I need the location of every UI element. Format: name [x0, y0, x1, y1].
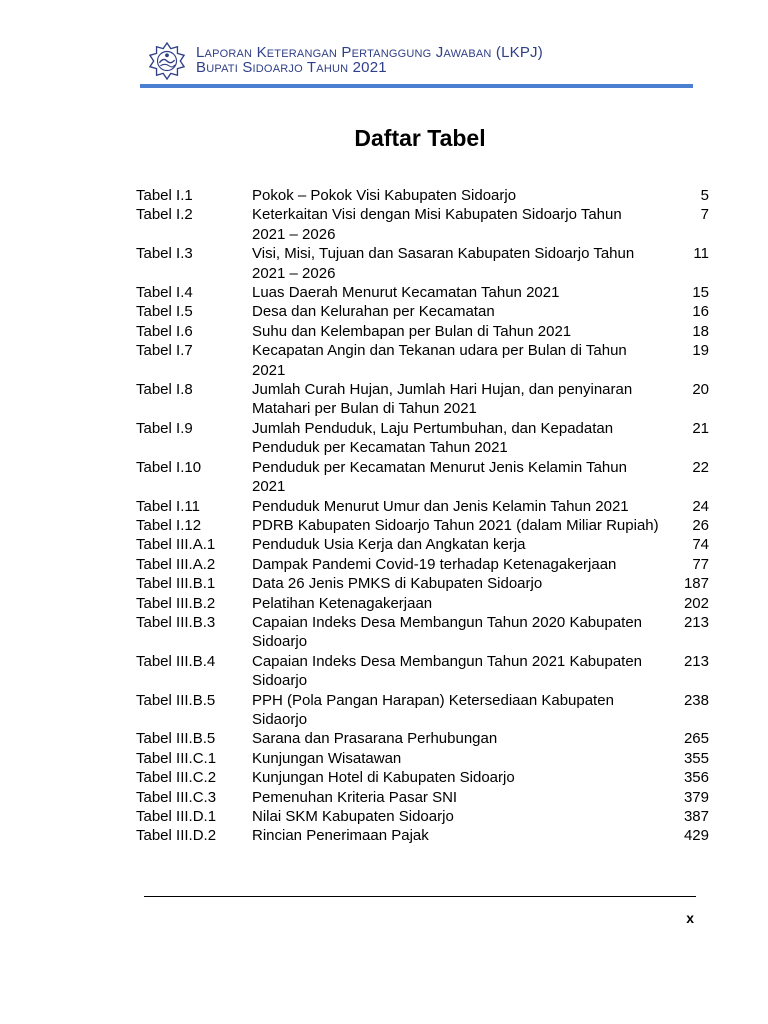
page-ref: 7 [700, 206, 709, 224]
table-code: Tabel I.6 [136, 322, 193, 340]
toc-row [136, 807, 709, 826]
table-title: Penduduk per Kecamatan Menurut Jenis Kelamin Tahun 2021 [252, 458, 627, 496]
table-code: Tabel III.C.3 [136, 788, 217, 806]
table-title: Rincian Penerimaan Pajak [252, 827, 429, 845]
footer-divider [144, 896, 696, 897]
table-code: Tabel I.3 [136, 245, 193, 263]
page-ref: 387 [683, 808, 709, 825]
toc-row [136, 283, 709, 302]
page-ref: 379 [683, 788, 709, 806]
table-code: Tabel III.C.2 [136, 769, 217, 787]
table-title: Data 26 Jenis PMKS di Kabupaten Sidoarjo [252, 575, 543, 593]
page-ref: 24 [692, 497, 709, 515]
table-title: Capaian Indeks Desa Membangun Tahun 2021 Kabupaten Sidoarjo [252, 652, 643, 690]
toc-row [136, 652, 709, 691]
page-ref: 20 [692, 381, 709, 399]
page-ref: 26 [692, 516, 709, 534]
page-number: x [686, 910, 694, 926]
page-ref: 265 [683, 730, 709, 748]
table-code: Tabel III.D.1 [136, 808, 217, 825]
toc-row [136, 749, 709, 768]
table-code: Tabel III.B.3 [136, 613, 216, 631]
header-text [196, 45, 543, 75]
table-title: Luas Daerah Menurut Kecamatan Tahun 2021 [252, 284, 560, 302]
table-title: Jumlah Curah Hujan, Jumlah Hari Hujan, dan penyinaran Matahari per Bulan di Tahun 2021 [252, 381, 633, 418]
toc-row [136, 244, 709, 283]
table-title: PDRB Kabupaten Sidoarjo Tahun 2021 (dalam Miliar Rupiah) [252, 516, 659, 534]
document-header [148, 40, 696, 88]
table-title: Desa dan Kelurahan per Kecamatan [252, 303, 495, 321]
page-ref: 429 [683, 827, 709, 845]
toc-row [136, 380, 709, 419]
page-ref: 213 [683, 613, 709, 631]
table-title: Pelatihan Ketenagakerjaan [252, 594, 433, 612]
table-code: Tabel I.5 [136, 303, 193, 321]
toc-row [136, 826, 709, 845]
page-ref: 202 [683, 594, 709, 612]
table-code: Tabel III.D.2 [136, 827, 217, 845]
table-title: Visi, Misi, Tujuan dan Sasaran Kabupaten Sidoarjo Tahun 2021 – 2026 [252, 245, 635, 282]
table-code: Tabel I.9 [136, 419, 193, 437]
table-code: Tabel III.B.4 [136, 652, 216, 670]
table-code: Tabel III.C.1 [136, 749, 217, 767]
table-code: Tabel III.B.1 [136, 575, 216, 593]
table-of-tables [136, 186, 709, 846]
table-code: Tabel I.8 [136, 381, 193, 399]
table-title: Capaian Indeks Desa Membangun Tahun 2020 Kabupaten Sidoarjo [252, 613, 643, 651]
table-title: Suhu dan Kelembapan per Bulan di Tahun 2021 [252, 322, 572, 340]
table-title: Keterkaitan Visi dengan Misi Kabupaten Sidoarjo Tahun 2021 – 2026 [252, 206, 622, 243]
table-code: Tabel I.12 [136, 516, 202, 534]
toc-row [136, 419, 709, 458]
toc-row [136, 516, 709, 535]
page-ref: 356 [683, 769, 709, 787]
table-code: Tabel I.4 [136, 284, 193, 302]
table-code: Tabel III.A.1 [136, 536, 216, 554]
toc-row [136, 458, 709, 497]
table-code: Tabel III.B.5 [136, 730, 216, 748]
page-ref: 77 [692, 555, 709, 573]
page-ref: 21 [692, 419, 709, 437]
toc-row [136, 613, 709, 652]
toc-row [136, 691, 709, 730]
page-ref: 15 [692, 284, 709, 302]
toc-row [136, 497, 709, 516]
toc-row [136, 205, 709, 244]
toc-row [136, 186, 709, 205]
table-title: Kunjungan Wisatawan [252, 749, 402, 767]
table-code: Tabel III.B.2 [136, 594, 216, 612]
page-ref: 74 [692, 536, 709, 554]
table-title: Penduduk Menurut Umur dan Jenis Kelamin Tahun 2021 [252, 497, 629, 515]
header-line-2: Bupati Sidoarjo Tahun 2021 [196, 59, 387, 76]
header-line-1: Laporan Keterangan Pertanggung Jawaban (LKPJ) [196, 44, 543, 61]
page-ref: 238 [683, 691, 709, 709]
toc-row [136, 594, 709, 613]
toc-row [136, 535, 709, 554]
page-ref: 5 [700, 187, 709, 204]
toc-row [136, 322, 709, 341]
page-ref: 16 [692, 303, 709, 321]
table-code: Tabel I.1 [136, 187, 193, 204]
table-code: Tabel III.B.5 [136, 691, 216, 709]
table-title: Penduduk Usia Kerja dan Angkatan kerja [252, 536, 526, 554]
page-ref: 11 [693, 245, 709, 263]
table-title: Sarana dan Prasarana Perhubungan [252, 730, 498, 748]
toc-row [136, 341, 709, 380]
toc-row [136, 555, 709, 574]
page-ref: 213 [683, 652, 709, 670]
table-title: Kecapatan Angin dan Tekanan udara per Bulan di Tahun 2021 [252, 342, 627, 379]
toc-row [136, 768, 709, 787]
table-code: Tabel I.2 [136, 206, 193, 224]
page-ref: 22 [692, 458, 709, 476]
table-title: Pemenuhan Kriteria Pasar SNI [252, 788, 458, 806]
sidoarjo-emblem-icon [148, 42, 186, 80]
table-title: PPH (Pola Pangan Harapan) Ketersediaan Kabupaten Sidaorjo [252, 691, 614, 728]
page-ref: 355 [683, 749, 709, 767]
table-code: Tabel I.10 [136, 458, 202, 476]
table-title: Jumlah Penduduk, Laju Pertumbuhan, dan Kepadatan Penduduk per Kecamatan Tahun 2021 [252, 419, 614, 457]
table-code: Tabel I.11 [136, 497, 200, 515]
toc-row [136, 729, 709, 748]
page-ref: 187 [683, 575, 709, 593]
toc-row [136, 574, 709, 593]
toc-row [136, 302, 709, 321]
header-divider [140, 84, 693, 88]
table-title: Kunjungan Hotel di Kabupaten Sidoarjo [252, 769, 515, 787]
table-title: Dampak Pandemi Covid-19 terhadap Ketenagakerjaan [252, 555, 617, 573]
table-title: Pokok – Pokok Visi Kabupaten Sidoarjo [252, 187, 517, 204]
table-code: Tabel III.A.2 [136, 555, 216, 573]
table-title: Nilai SKM Kabupaten Sidoarjo [252, 808, 454, 825]
page-ref: 18 [692, 322, 709, 340]
table-code: Tabel I.7 [136, 342, 193, 360]
toc-row [136, 788, 709, 807]
page-ref: 19 [692, 342, 709, 360]
page-title: Daftar Tabel [354, 125, 486, 151]
